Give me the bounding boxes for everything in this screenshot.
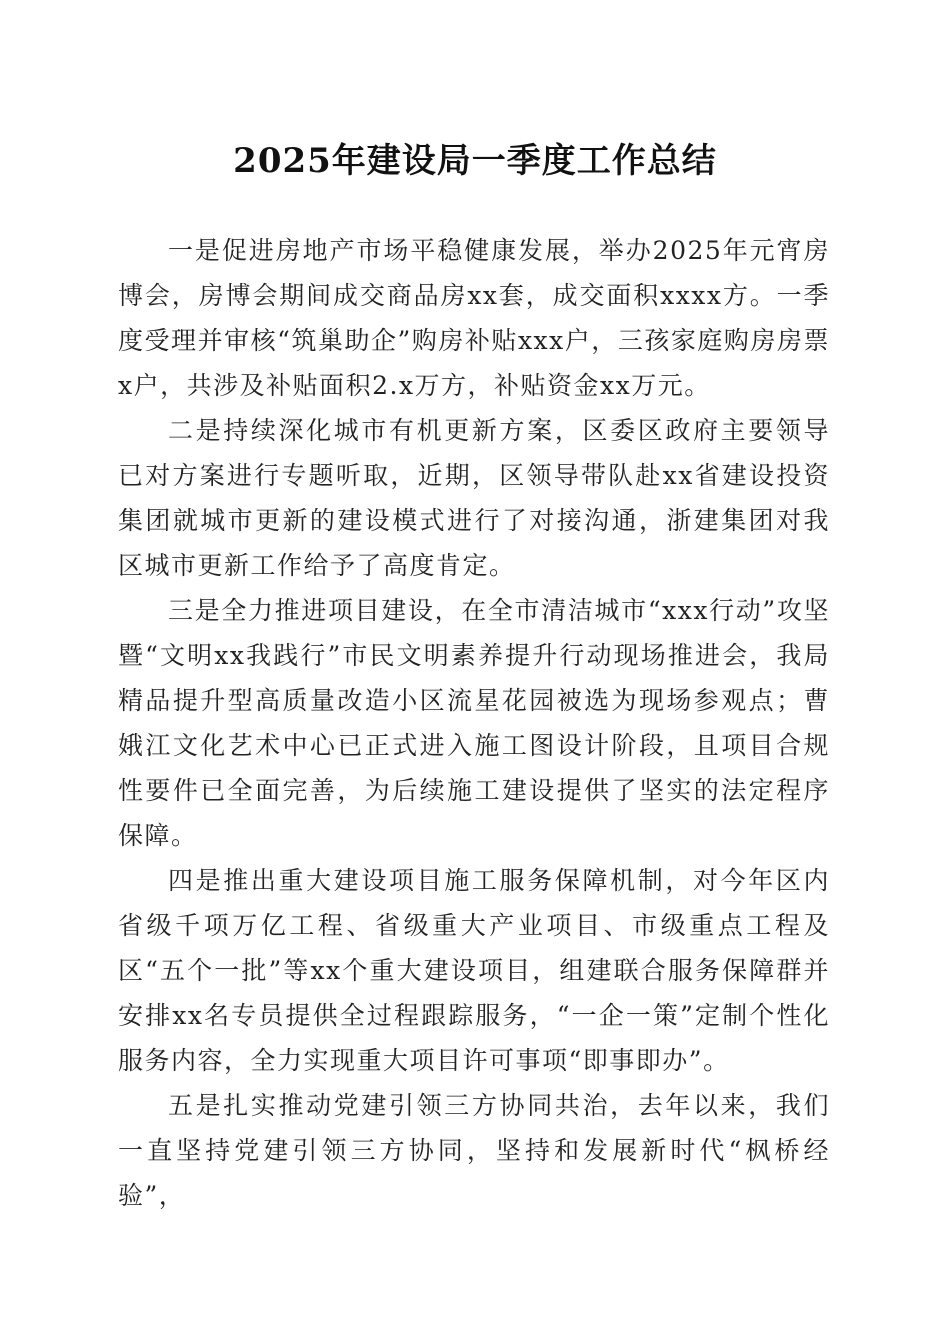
paragraph-3: 三是全力推进项目建设，在全市清洁城市“xxx行动”攻坚暨“文明xx我践行”市民文明素养提升行动现场推进会，我局精品提升型高质量改造小区流星花园被选为现场参观点；曹娥江文化艺术中心已正式进入施工图设计阶段，且项目合规性要件已全面完善，为后续施工建设提供了坚实的法定程序保障。	[118, 596, 830, 850]
paragraph-1: 一是促进房地产市场平稳健康发展，举办2025年元宵房博会，房博会期间成交商品房xx套，成交面积xxxx方。一季度受理并审核“筑巢助企”购房补贴xxx户，三孩家庭购房房票x户，共涉及补贴面积2.x万方，补贴资金xx万元。	[118, 236, 830, 400]
paragraph-5: 五是扎实推动党建引领三方协同共治，去年以来，我们一直坚持党建引领三方协同，坚持和发展新时代“枫桥经验”，	[118, 1091, 830, 1210]
document-title: 2025年建设局一季度工作总结	[233, 141, 717, 181]
document-body	[118, 228, 830, 1218]
paragraph-4: 四是推出重大建设项目施工服务保障机制，对今年区内省级千项万亿工程、省级重大产业项目、市级重点工程及区“五个一批”等xx个重大建设项目，组建联合服务保障群并安排xx名专员提供全过程跟踪服务，“一企一策”定制个性化服务内容，全力实现重大项目许可事项“即事即办”。	[118, 866, 830, 1075]
paragraph-2: 二是持续深化城市有机更新方案，区委区政府主要领导已对方案进行专题听取，近期，区领导带队赴xx省建设投资集团就城市更新的建设模式进行了对接沟通，浙建集团对我区城市更新工作给予了高度肯定。	[118, 416, 830, 580]
